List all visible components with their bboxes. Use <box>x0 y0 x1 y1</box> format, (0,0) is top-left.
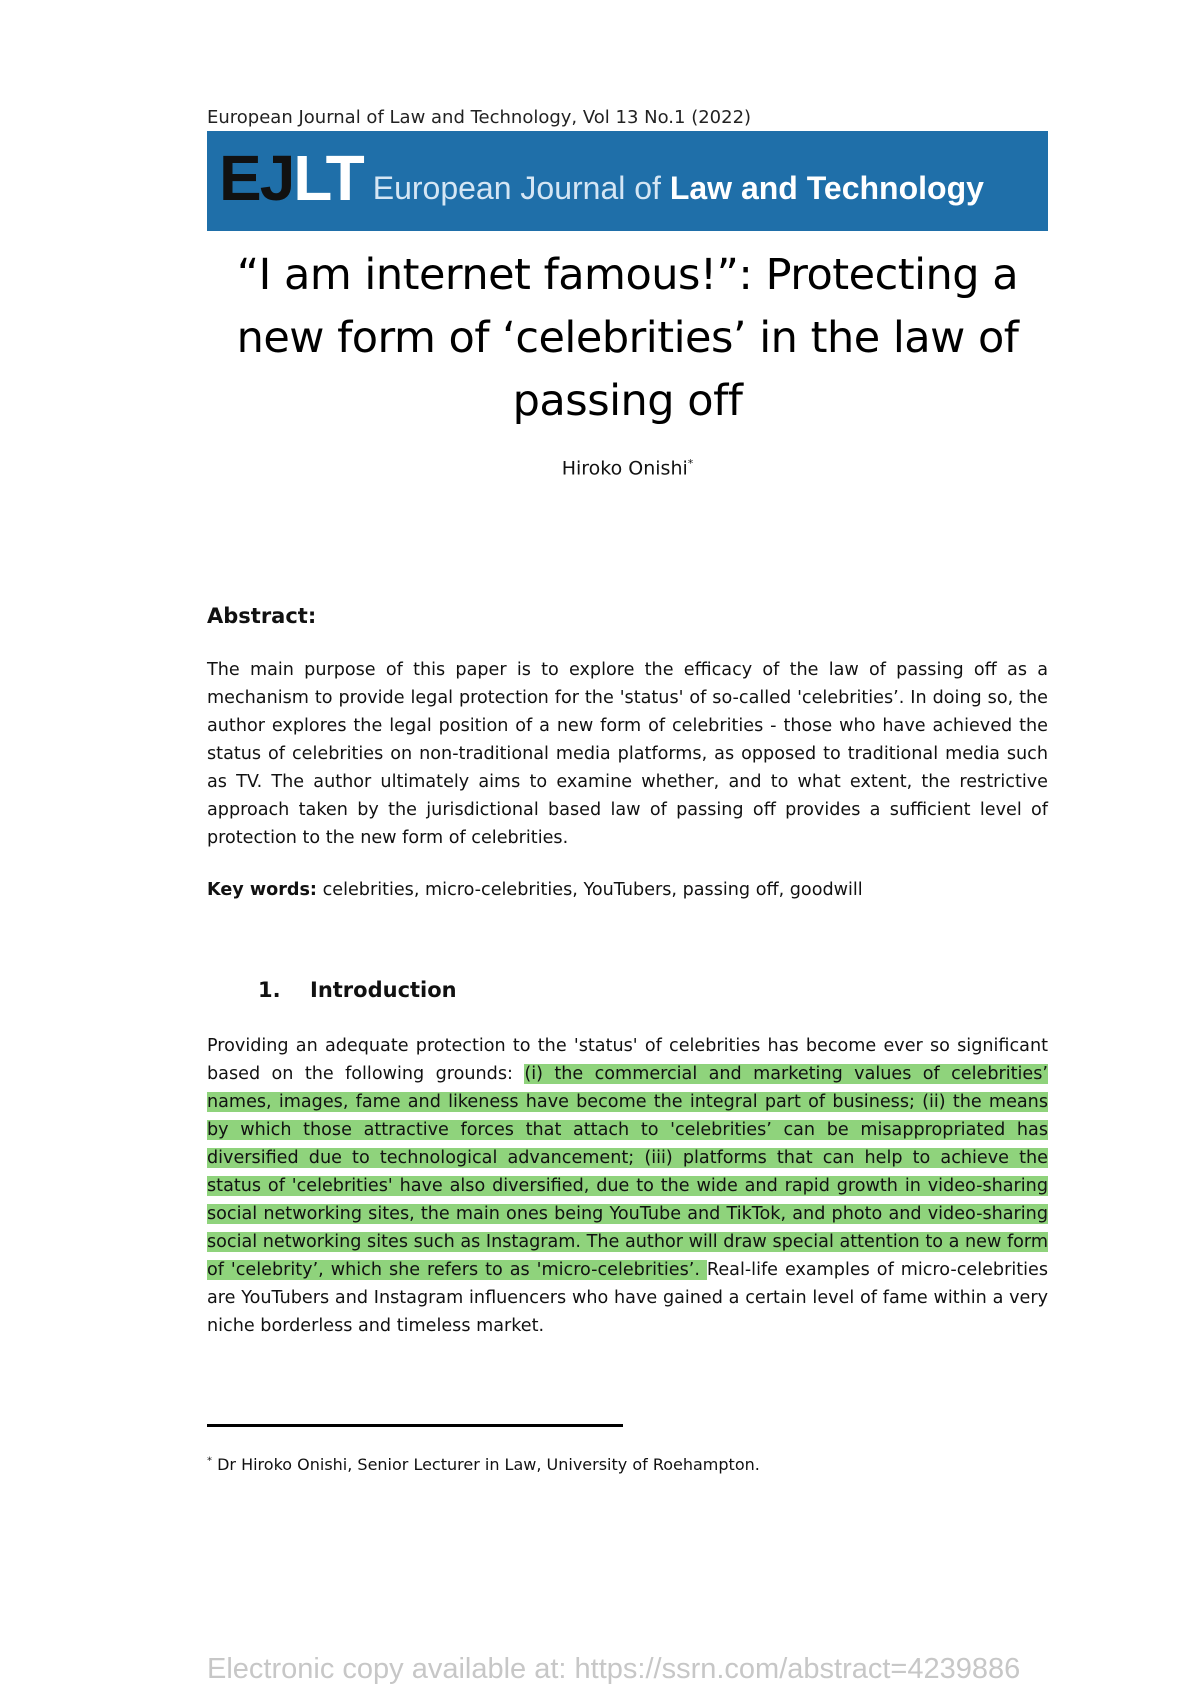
section-heading-introduction <box>258 978 457 1002</box>
author-line <box>207 457 1048 479</box>
introduction-paragraph <box>207 1032 1048 1340</box>
intro-highlighted-text[interactable]: (i) the commercial and marketing values of celebrities’ names, images, fame and likeness have become the integral part of business; (ii) the means by which those attractive forces that attach to 'celebrities’ can be misappropriated has diversified due to technological advancement; (iii) platforms that can help to achieve the status of 'celebrities' have also diversified, due to the wide and rapid growth in video-sharing social networking sites, the main ones being YouTube and TikTok, and photo and video-sharing social networking sites such as Instagram. The author will draw special attention to a new form of 'celebrity’, which she refers to as 'micro-celebrities’. <box>207 1064 1049 1280</box>
footnote <box>207 1455 760 1474</box>
abstract-text: The main purpose of this paper is to explore the efficacy of the law of passing off as a mechanism to provide legal protection for the 'status' of so-called 'celebrities’. In doing so, the author explores the legal position of a new form of celebrities - those who have achieved the status of celebrities on non-traditional media platforms, as opposed to traditional media such as TV. The author ultimately aims to examine whether, and to what extent, the restrictive approach taken by the jurisdictional based law of passing off provides a sufficient level of protection to the new form of celebrities. <box>207 660 1048 848</box>
running-head: European Journal of Law and Technology, Vol 13 No.1 (2022) <box>207 107 752 128</box>
journal-name-bold: Law and Technology <box>669 169 984 206</box>
footnote-marker: * <box>207 1455 212 1467</box>
intro-text-after: Real-life examples of micro-celebrities are YouTubers and Instagram influencers who have gained a certain level of fame within a very niche borderless and timeless market. <box>207 1260 1048 1336</box>
abstract-heading: Abstract: <box>207 604 317 628</box>
title-line-3: passing off <box>512 376 743 426</box>
keywords-label: Key words: <box>207 880 317 900</box>
keywords <box>207 876 1048 904</box>
logo-ej: EJ <box>219 142 294 214</box>
footnote-text: Dr Hiroko Onishi, Senior Lecturer in Law, University of Roehampton. <box>212 1455 760 1474</box>
title-line-2: new form of ‘celebrities’ in the law of <box>236 313 1019 363</box>
paper-title <box>207 244 1048 433</box>
electronic-copy-watermark[interactable]: Electronic copy available at: https://ssrn.com/abstract=4239886 <box>207 1653 1021 1685</box>
logo-lt: LT <box>293 142 363 214</box>
intro-text-before: Providing an adequate protection to the 'status' of celebrities has become ever so significant based on the following grounds: <box>207 1036 1048 1084</box>
author-footnote-marker[interactable]: * <box>687 457 694 470</box>
section-title: Introduction <box>310 978 457 1002</box>
section-number: 1. <box>258 978 281 1002</box>
journal-full-name <box>373 170 984 207</box>
title-line-1: “I am internet famous!”: Protecting a <box>236 250 1019 300</box>
author-name: Hiroko Onishi <box>561 457 688 480</box>
journal-abbreviation-logo <box>219 142 363 214</box>
footnote-separator <box>207 1424 623 1427</box>
journal-banner <box>207 131 1048 231</box>
journal-name-light: European Journal of <box>372 169 670 206</box>
keywords-list: celebrities, micro-celebrities, YouTubers, passing off, goodwill <box>316 880 863 900</box>
